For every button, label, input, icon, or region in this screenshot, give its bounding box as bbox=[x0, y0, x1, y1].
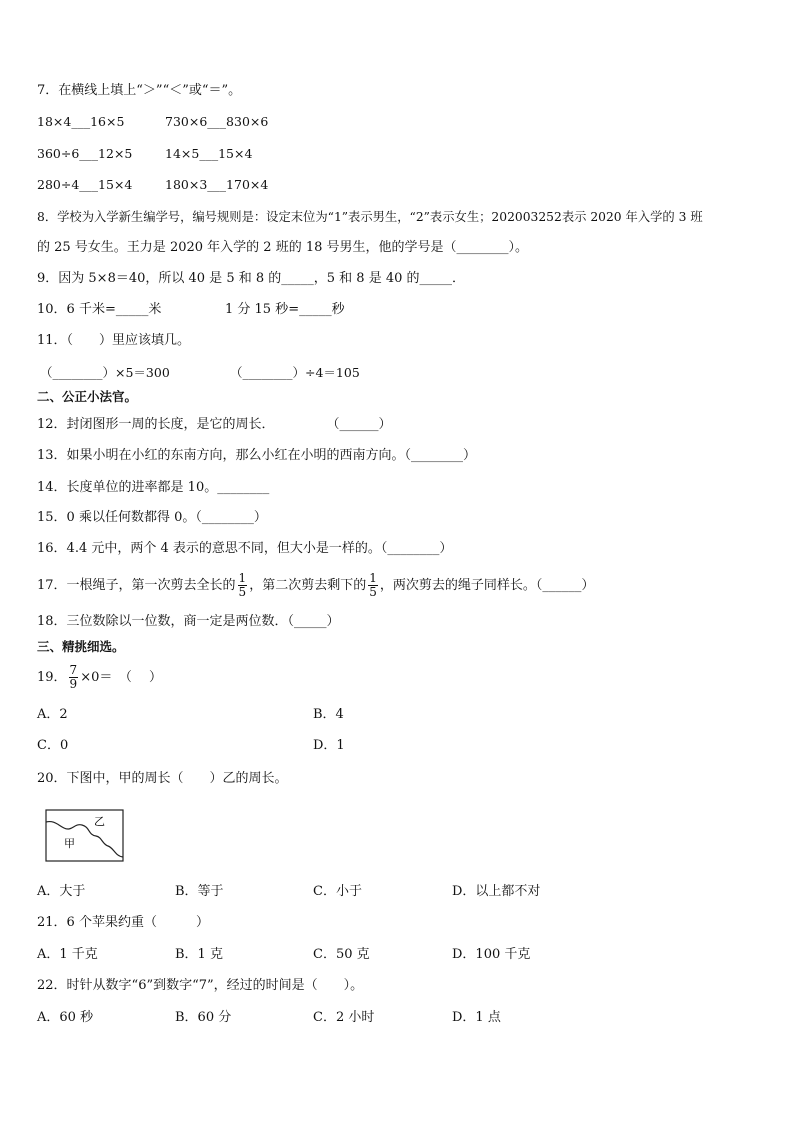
q11-b: （________）÷4＝105 bbox=[230, 365, 360, 380]
section-2-heading: 二、公正小法官。 bbox=[37, 389, 138, 404]
q22-option-b[interactable]: B．60 分 bbox=[175, 1010, 232, 1025]
q20-option-a[interactable]: A．大于 bbox=[37, 884, 86, 899]
q11-a: （________）×5＝300 bbox=[40, 365, 170, 380]
fraction-numerator: 7 bbox=[69, 663, 78, 677]
q20-option-c[interactable]: C．小于 bbox=[313, 884, 362, 899]
q22-option-d[interactable]: D．1 点 bbox=[452, 1010, 501, 1025]
q21-option-a[interactable]: A．1 千克 bbox=[37, 947, 98, 962]
q22-option-a[interactable]: A．60 秒 bbox=[37, 1010, 94, 1025]
q16-text: 16．4.4 元中，两个 4 表示的意思不同，但大小是一样的。（________） bbox=[37, 541, 453, 556]
q19-prefix: 19． bbox=[37, 670, 67, 685]
q7-title: 7．在横线上填上“＞”“＜”或“＝”。 bbox=[37, 83, 242, 98]
q20-option-d[interactable]: D．以上都不对 bbox=[452, 884, 541, 899]
label-yi: 乙 bbox=[94, 815, 105, 828]
q18-text: 18．三位数除以一位数，商一定是两位数．（_____） bbox=[37, 614, 340, 629]
q20-title: 20．下图中，甲的周长（ ）乙的周长。 bbox=[37, 771, 288, 786]
q21-option-d[interactable]: D．100 千克 bbox=[452, 947, 531, 962]
q7-item: 360÷6___12×5 bbox=[37, 146, 133, 161]
q22-title: 22．时针从数字“6”到数字“7”，经过的时间是（ ）。 bbox=[37, 978, 364, 993]
q17-part-3: ，两次剪去的绳子同样长。（______） bbox=[379, 578, 595, 593]
section-3-heading: 三、精挑细选。 bbox=[37, 639, 125, 654]
q7-item: 180×3___170×4 bbox=[165, 177, 269, 192]
q17-part-1: 17．一根绳子，第一次剪去全长的 bbox=[37, 578, 236, 593]
label-jia: 甲 bbox=[64, 837, 75, 850]
figure-rectangle bbox=[46, 810, 123, 861]
q20-option-b[interactable]: B．等于 bbox=[175, 884, 224, 899]
fraction-denominator: 5 bbox=[238, 585, 247, 599]
fraction-one-fifth bbox=[238, 572, 248, 599]
fraction-seven-ninths bbox=[69, 664, 79, 691]
q10-a: 10．6 千米=_____米 bbox=[37, 302, 162, 317]
q21-option-b[interactable]: B．1 克 bbox=[175, 947, 223, 962]
fraction-denominator: 9 bbox=[69, 677, 78, 691]
q7-item: 730×6___830×6 bbox=[165, 114, 269, 129]
q7-item: 14×5___15×4 bbox=[165, 146, 253, 161]
q12-text: 12．封闭图形一周的长度，是它的周长． （______） bbox=[37, 417, 392, 432]
q19-suffix: ×0＝ （ ） bbox=[80, 670, 162, 685]
q15-text: 15．0 乘以任何数都得 0。（________） bbox=[37, 510, 267, 525]
q14-text: 14．长度单位的进率都是 10。________ bbox=[37, 480, 270, 495]
q8-line-1: 8．学校为入学新生编学号，编号规则是：设定末位为“1”表示男生，“2”表示女生；202003252表示 2020 年入学的 3 班 bbox=[37, 210, 703, 224]
q11-title: 11．（ ）里应该填几。 bbox=[37, 333, 191, 348]
q22-option-c[interactable]: C．2 小时 bbox=[313, 1010, 375, 1025]
figure-dividing-curve bbox=[46, 822, 123, 857]
q19-option-a[interactable]: A．2 bbox=[37, 707, 68, 722]
q7-item: 280÷4___15×4 bbox=[37, 177, 133, 192]
q21-option-c[interactable]: C．50 克 bbox=[313, 947, 370, 962]
q19-option-d[interactable]: D．1 bbox=[313, 738, 345, 753]
q9-text: 9．因为 5×8＝40，所以 40 是 5 和 8 的_____，5 和 8 是 40 的_____． bbox=[37, 271, 466, 286]
q8-line-2: 的 25 号女生。王力是 2020 年入学的 2 班的 18 号男生，他的学号是（________）。 bbox=[37, 240, 528, 255]
q19-option-b[interactable]: B．4 bbox=[313, 707, 344, 722]
q21-title: 21．6 个苹果约重（ ） bbox=[37, 915, 209, 930]
q17-text bbox=[37, 566, 594, 606]
q13-text: 13．如果小明在小红的东南方向，那么小红在小明的西南方向。（________） bbox=[37, 448, 477, 463]
q20-figure bbox=[44, 808, 126, 864]
fraction-numerator: 1 bbox=[238, 571, 247, 585]
q10-b: 1 分 15 秒=_____秒 bbox=[225, 302, 345, 317]
q17-part-2: ，第二次剪去剩下的 bbox=[249, 578, 367, 593]
fraction-denominator: 5 bbox=[369, 585, 377, 599]
q7-item: 18×4___16×5 bbox=[37, 114, 125, 129]
q19-option-c[interactable]: C．0 bbox=[37, 738, 69, 753]
fraction-one-fifth bbox=[368, 572, 378, 599]
q19-text bbox=[37, 658, 162, 698]
fraction-numerator: 1 bbox=[369, 571, 377, 585]
